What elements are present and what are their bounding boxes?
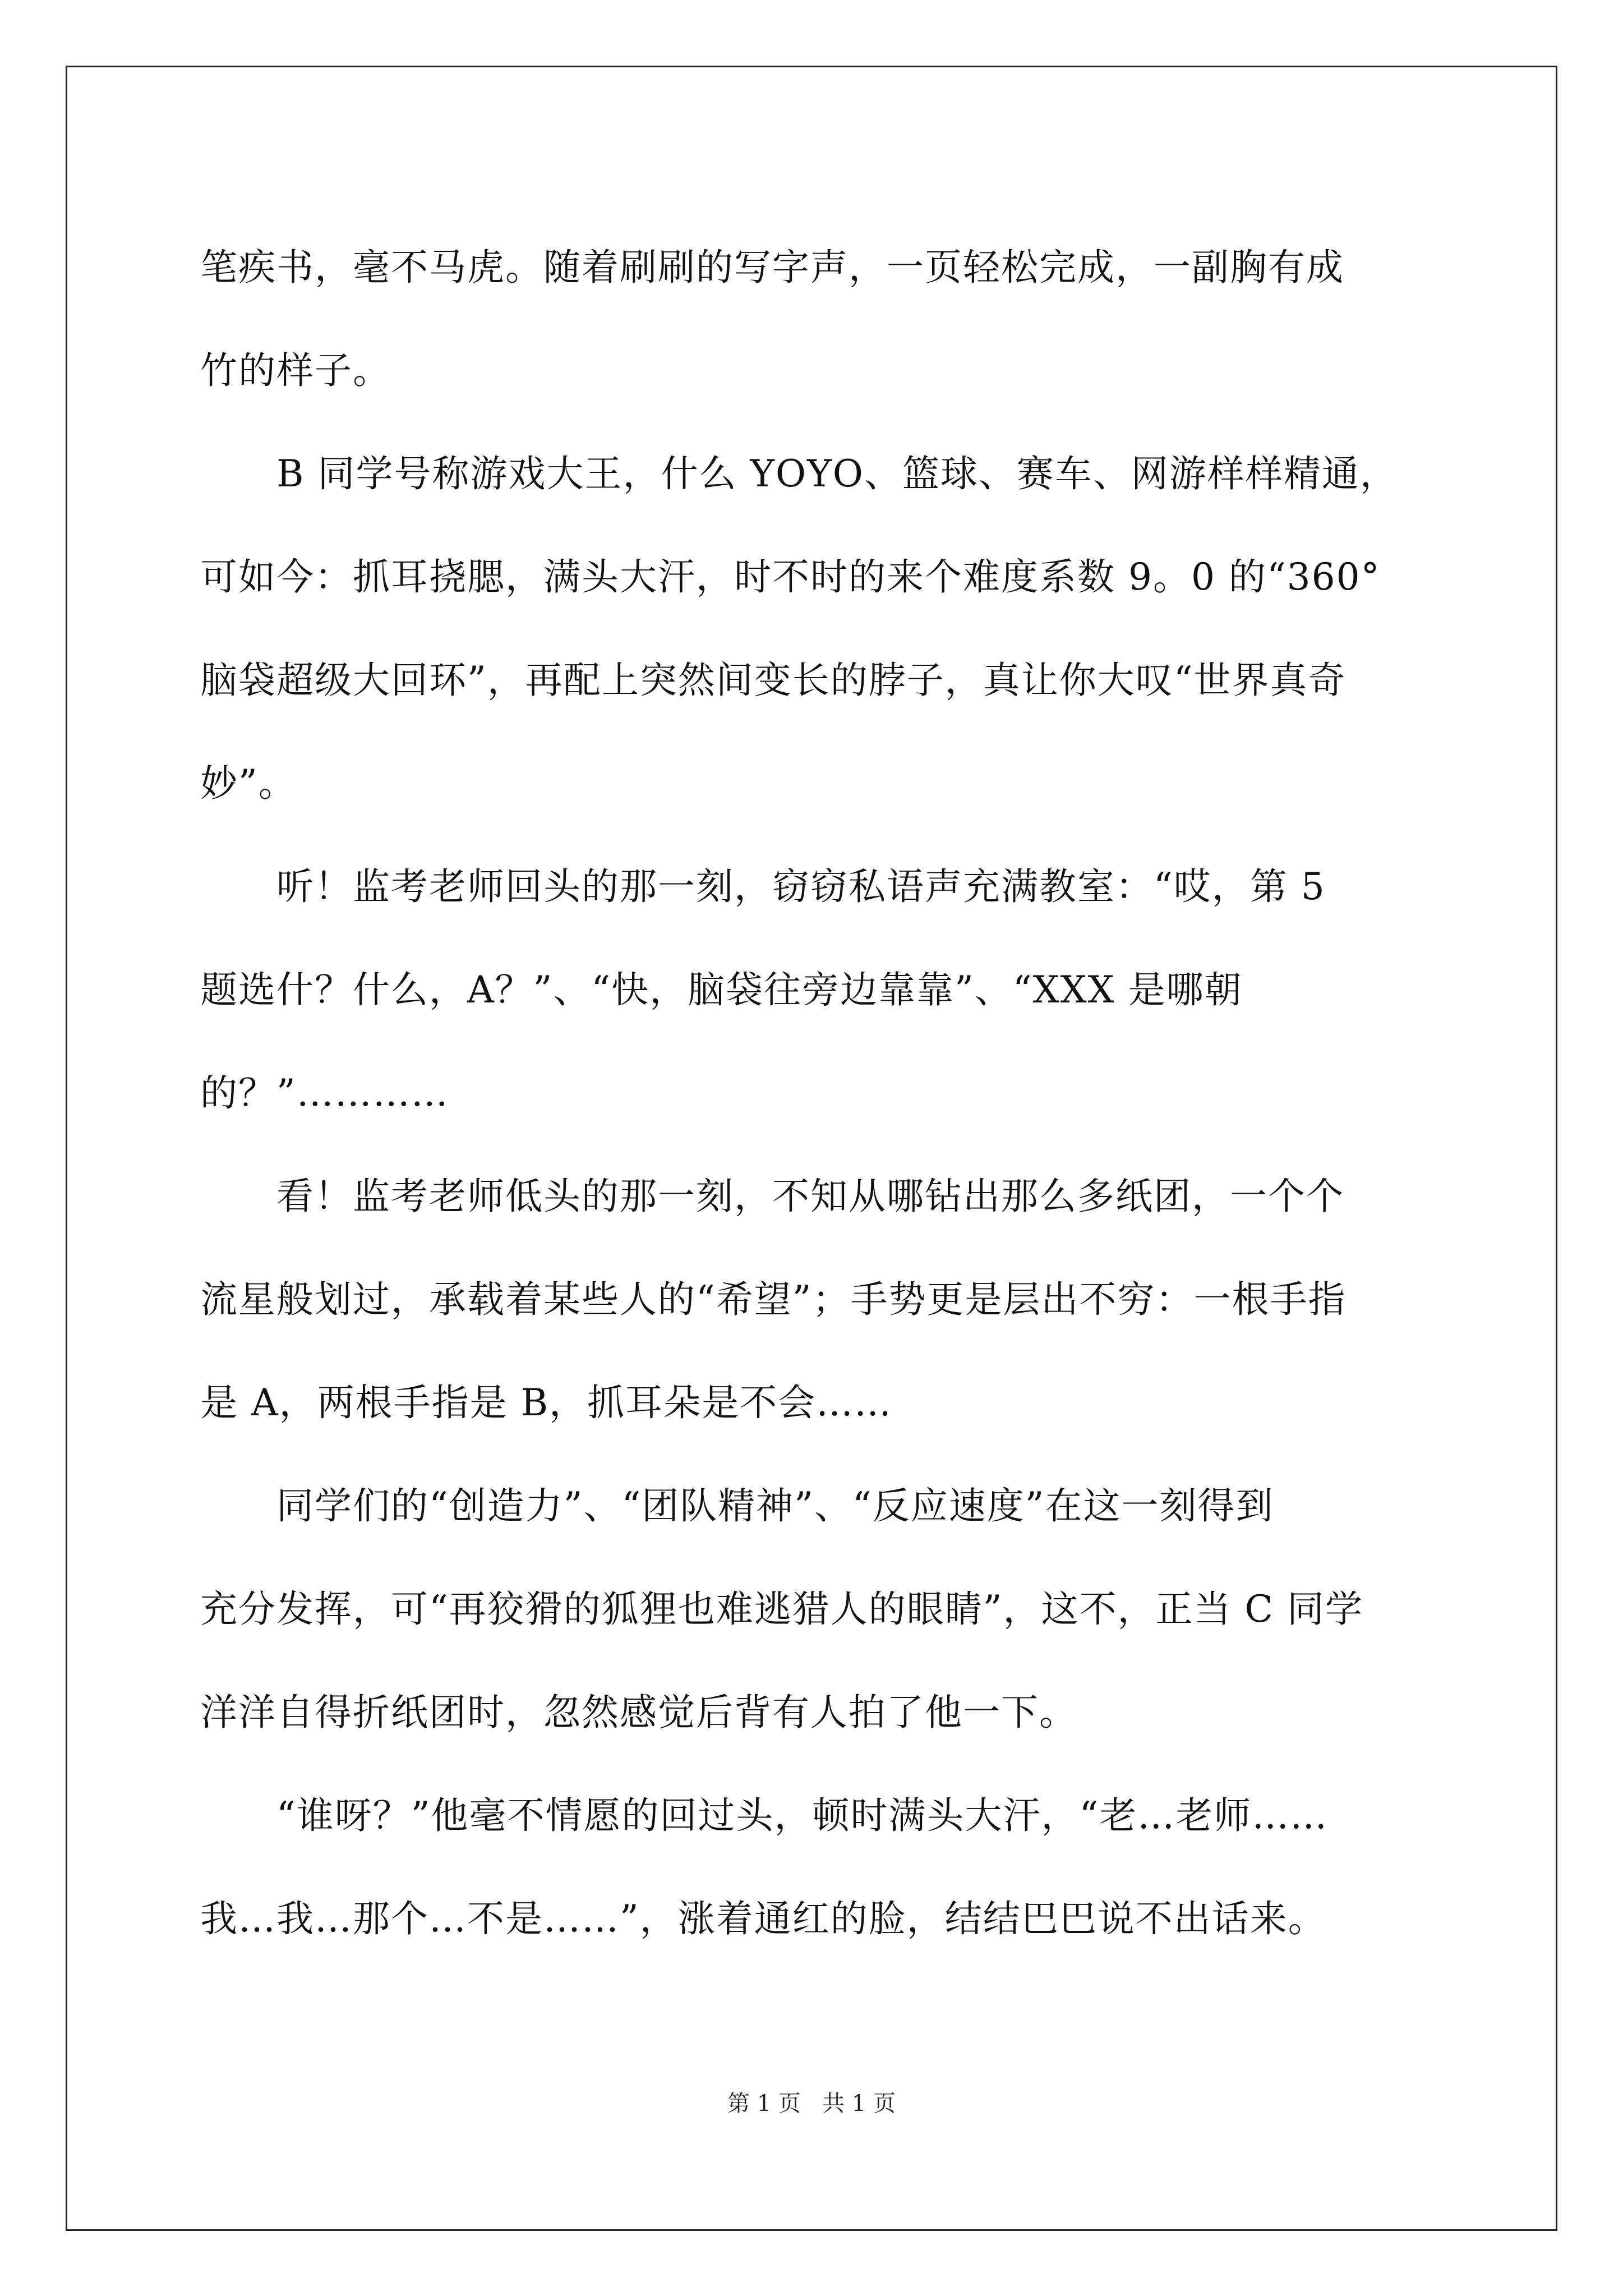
text-line: 充分发挥，可“再狡猾的狐狸也难逃猎人的眼睛”，这不，正当 C 同学 bbox=[200, 1588, 1363, 1631]
text-line: 题选什？什么，A？”、“快，脑袋往旁边靠靠”、“XXX 是哪朝 bbox=[200, 968, 1243, 1011]
page-number-footer: 第 1 页 共 1 页 bbox=[727, 2091, 896, 2116]
paragraph-start-line: 同学们的“创造力”、“团队精神”、“反应速度”在这一刻得到 bbox=[276, 1484, 1274, 1527]
text-line: 的？”………… bbox=[200, 1071, 449, 1115]
text-line: 脑袋超级大回环”，再配上突然间变长的脖子，真让你大叹“世界真奇 bbox=[200, 659, 1347, 702]
text-line: 可如今：抓耳挠腮，满头大汗，时不时的来个难度系数 9。0 的“360° bbox=[200, 555, 1381, 599]
paragraph-start-line: 看！监考老师低头的那一刻，不知从哪钻出那么多纸团，一个个 bbox=[276, 1175, 1344, 1218]
document-body bbox=[200, 216, 1434, 1971]
paragraph-start-line: 听！监考老师回头的那一刻，窃窃私语声充满教室：“哎，第 5 bbox=[276, 865, 1326, 908]
text-line: 笔疾书，毫不马虎。随着刷刷的写字声，一页轻松完成，一副胸有成 bbox=[200, 246, 1344, 289]
text-line: 竹的样子。 bbox=[200, 349, 391, 392]
paragraph-start-line: “谁呀？”他毫不情愿的回过头，顿时满头大汗，“老…老师…… bbox=[276, 1794, 1329, 1837]
text-line: 洋洋自得折纸团时，忽然感觉后背有人拍了他一下。 bbox=[200, 1691, 1077, 1734]
text-line: 流星般划过，承载着某些人的“希望”；手势更是层出不穷：一根手指 bbox=[200, 1278, 1347, 1321]
text-line: 是 A，两根手指是 B，抓耳朵是不会…… bbox=[200, 1381, 893, 1424]
text-line: 我…我…那个…不是……”，涨着通红的脸，结结巴巴说不出话来。 bbox=[200, 1897, 1326, 1940]
paragraph-start-line: B 同学号称游戏大王，什么 YOYO、篮球、赛车、网游样样精通， bbox=[276, 452, 1398, 495]
text-line: 妙”。 bbox=[200, 762, 297, 805]
